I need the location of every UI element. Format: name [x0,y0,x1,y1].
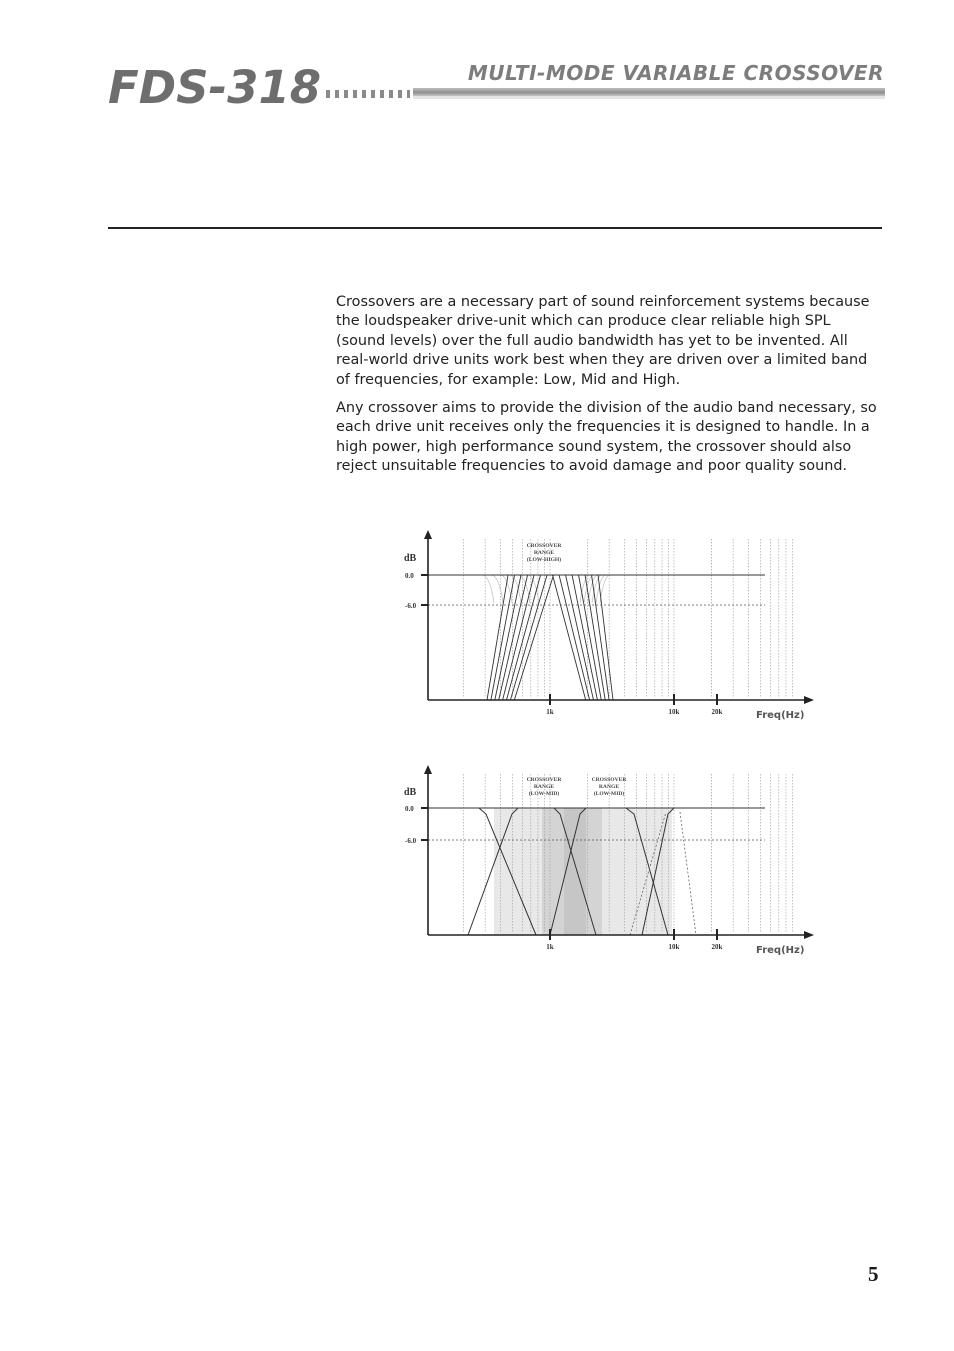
chart-1-annotation-line-3: (LOW-HIGH) [526,557,562,563]
chart-2-annotation-2-line-1: CROSSOVER [591,777,627,783]
high-curve-alt [680,812,696,935]
chart-2-svg [390,762,830,962]
chart-2-annotation-1-line-1: CROSSOVER [526,777,562,783]
chart-2-annotation-1-line-3: (LOW-MID) [528,791,560,797]
band-curve [487,575,586,700]
faint-curve [482,575,494,603]
crossover-chart-1 [390,527,830,727]
chart-1-xtick-label-1k: 1k [546,708,554,716]
chart-2-ytick-6: -6.0 [405,837,417,845]
page-header [108,62,884,112]
band-curve [510,575,609,700]
chart-2-xtick-label-1k: 1k [546,943,554,951]
chart-2-annotation-2-line-3: (LOW-MID) [593,791,625,797]
faint-curve [509,575,521,603]
header-subtitle: MULTI-MODE VARIABLE CROSSOVER [467,61,884,85]
chart-1-xtick-label-20k: 20k [711,708,723,716]
brand-logo: FDS-318 [108,61,322,114]
header-bar-shadow [413,96,885,99]
chart-1-ytick-6: -6.0 [405,602,417,610]
chart-1-annotation-line-1: CROSSOVER [526,543,562,549]
chart-2-shade-light-1 [494,808,542,935]
chart-1-y-arrow [424,530,432,539]
chart-2-xlabel: Freq(Hz) [756,945,805,956]
chart-2-shade-dark [564,808,586,935]
crossover-chart-2 [390,762,830,962]
chart-2-ytick-0: 0.0 [405,805,414,813]
chart-1-annotation-line-2: RANGE [533,550,555,556]
body-text [336,293,884,486]
page-number: 5 [868,1262,879,1286]
chart-2-annotation-1-line-2: RANGE [533,784,555,790]
chart-2-annotation-2-line-2: RANGE [598,784,620,790]
chart-2-shading [494,808,672,935]
chart-2-x-arrow [804,931,814,939]
chart-1-xtick-label-10k: 10k [668,708,680,716]
chart-1-x-arrow [804,696,814,704]
band-curve [491,575,590,700]
header-dot-rule [326,90,410,98]
chart-2-shade-mid-1 [542,808,564,935]
chart-2-y-arrow [424,765,432,774]
chart-1-ytick-0: 0.0 [405,572,414,580]
section-divider [108,227,882,229]
chart-2-ylabel: dB [404,787,417,798]
paragraph-2: Any crossover aims to provide the division of the audio band necessary, so each drive unit receives only the frequencies it is designed to handle. In a high power, high performance sound system, the crossover should also reject unsuitable frequencies to avoid damage and poor quality sound. [336,400,877,475]
chart-1-xlabel: Freq(Hz) [756,710,805,721]
chart-2-xtick-label-10k: 10k [668,943,680,951]
chart-1-svg [390,527,830,727]
chart-2-xtick-label-20k: 20k [711,943,723,951]
chart-2-shade-mid-2 [586,808,602,935]
faint-curve [491,575,503,603]
chart-1-ylabel: dB [404,553,417,564]
paragraph-1: Crossovers are a necessary part of sound reinforcement systems because the loudspeaker drive-unit which can produce clear reliable high SPL (sound levels) over the full audio bandwidth has yet to be invented. All real-world drive units work best when they are driven over a limited band of frequencies, for example: Low, Mid and High. [336,294,870,388]
band-curve [507,575,606,700]
chart-1-grid [463,539,792,697]
